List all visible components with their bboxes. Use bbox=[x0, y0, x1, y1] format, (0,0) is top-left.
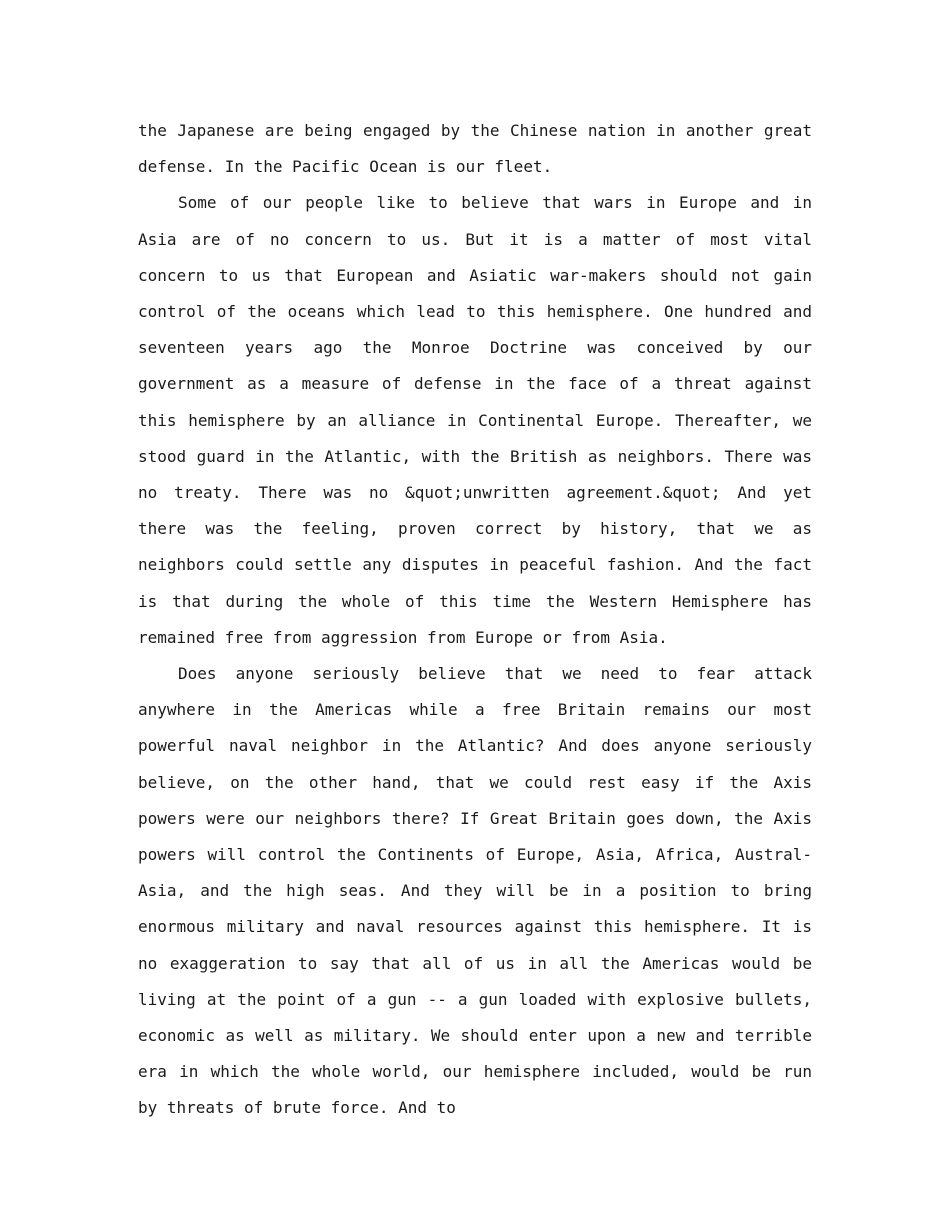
paragraph-1: the Japanese are being engaged by the Chinese nation in another great defense. In the Pacific Ocean is our fleet. bbox=[138, 121, 812, 177]
body-text bbox=[138, 113, 812, 1127]
paragraph-2: Some of our people like to believe that wars in Europe and in Asia are of no concern to us. But it is a matter of most vital concern to us that European and Asiatic war-makers should not gain control of the oceans which lead to this hemisphere. One hundred and seventeen years ago the Monroe Doctrine was conceived by our government as a measure of defense in the face of a threat against this hemisphere by an alliance in Continental Europe. Thereafter, we stood guard in the Atlantic, with the British as neighbors. There was no treaty. There was no &quot;unwritten agreement.&quot; And yet there was the feeling, proven correct by history, that we as neighbors could settle any disputes in peaceful fashion. And the fact is that during the whole of this time the Western Hemisphere has remained free from aggression from Europe or from Asia. bbox=[138, 193, 812, 647]
paragraph-3: Does anyone seriously believe that we need to fear attack anywhere in the Americas while a free Britain remains our most powerful naval neighbor in the Atlantic? And does anyone seriously believe, on the other hand, that we could rest easy if the Axis powers were our neighbors there? If Great Britain goes down, the Axis powers will control the Continents of Europe, Asia, Africa, Austral-Asia, and the high seas. And they will be in a position to bring enormous military and naval resources against this hemisphere. It is no exaggeration to say that all of us in all the Americas would be living at the point of a gun -- a gun loaded with explosive bullets, economic as well as military. We should enter upon a new and terrible era in which the whole world, our hemisphere included, would be run by threats of brute force. And to bbox=[138, 664, 812, 1118]
